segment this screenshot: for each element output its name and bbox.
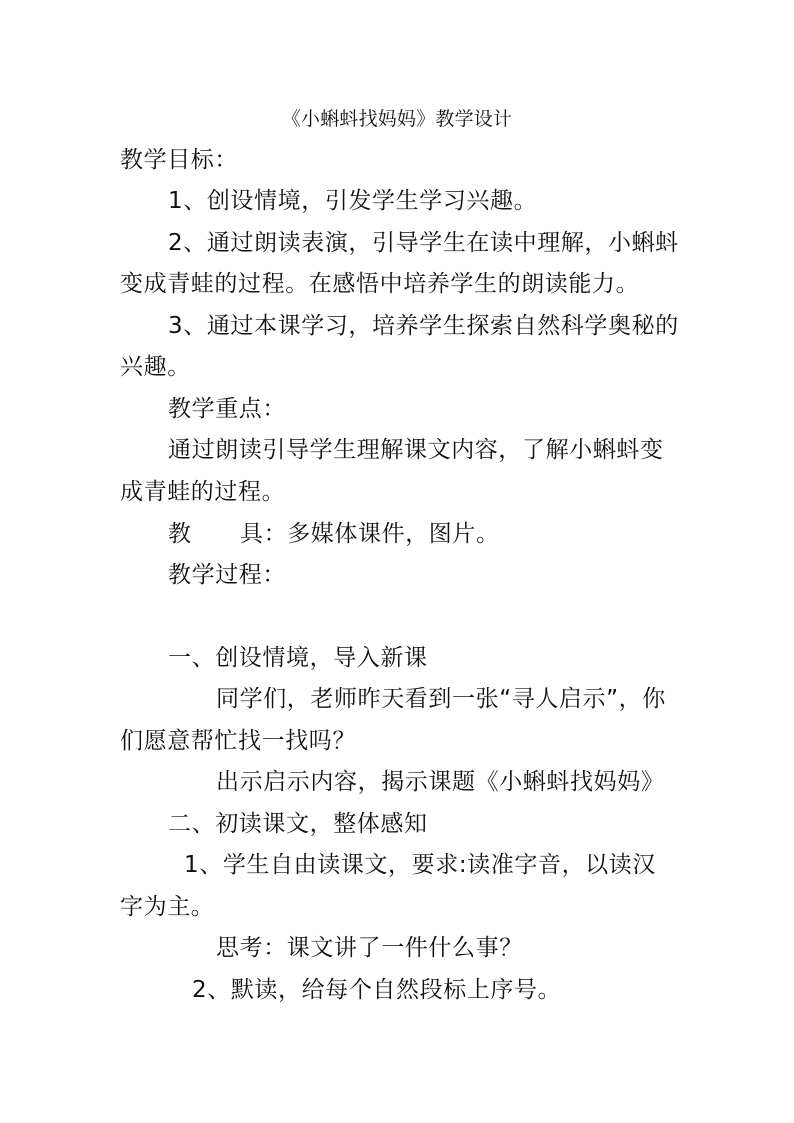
tools-text: 具：多媒体课件，图片。 xyxy=(240,521,500,547)
objective-2-line-1: 2、通过朗读表演，引导学生在读中理解，小蝌蚪 xyxy=(168,230,679,256)
objective-2-line-2: 变成青蛙的过程。在感悟中培养学生的朗读能力。 xyxy=(120,271,640,297)
document-title: 《小蝌蚪找妈妈》教学设计 xyxy=(281,108,513,130)
objectives-heading: 教学目标： xyxy=(120,147,238,173)
objective-3-line-2: 兴趣。 xyxy=(120,354,191,380)
keypoints-heading: 教学重点： xyxy=(168,396,286,422)
process-heading: 教学过程： xyxy=(168,562,286,588)
section-1-heading: 一、创设情境，导入新课 xyxy=(168,645,428,671)
section-1-paragraph-2: 出示启示内容，揭示课题《小蝌蚪找妈妈》 xyxy=(216,769,665,795)
section-2-heading: 二、初读课文，整体感知 xyxy=(168,811,428,837)
section-2-think: 思考：课文讲了一件什么事？ xyxy=(216,935,523,961)
tools-label: 教 xyxy=(168,521,192,547)
section-2-step-1-line-2: 字为主。 xyxy=(120,894,215,920)
section-1-paragraph-1-line-1: 同学们，老师昨天看到一张“寻人启示”，你 xyxy=(216,686,666,712)
keypoints-line-1: 通过朗读引导学生理解课文内容，了解小蝌蚪变 xyxy=(168,437,664,463)
keypoints-line-2: 成青蛙的过程。 xyxy=(120,479,286,505)
objective-1: 1、创设情境，引发学生学习兴趣。 xyxy=(168,188,538,214)
section-2-step-2: 2、默读，给每个自然段标上序号。 xyxy=(192,977,562,1003)
objective-3-line-1: 3、通过本课学习，培养学生探索自然科学奥秘的 xyxy=(168,313,679,339)
section-2-step-1-line-1: 1、学生自由读课文，要求:读准字音，以读汉 xyxy=(184,852,656,878)
section-1-paragraph-1-line-2: 们愿意帮忙找一找吗？ xyxy=(120,728,356,754)
